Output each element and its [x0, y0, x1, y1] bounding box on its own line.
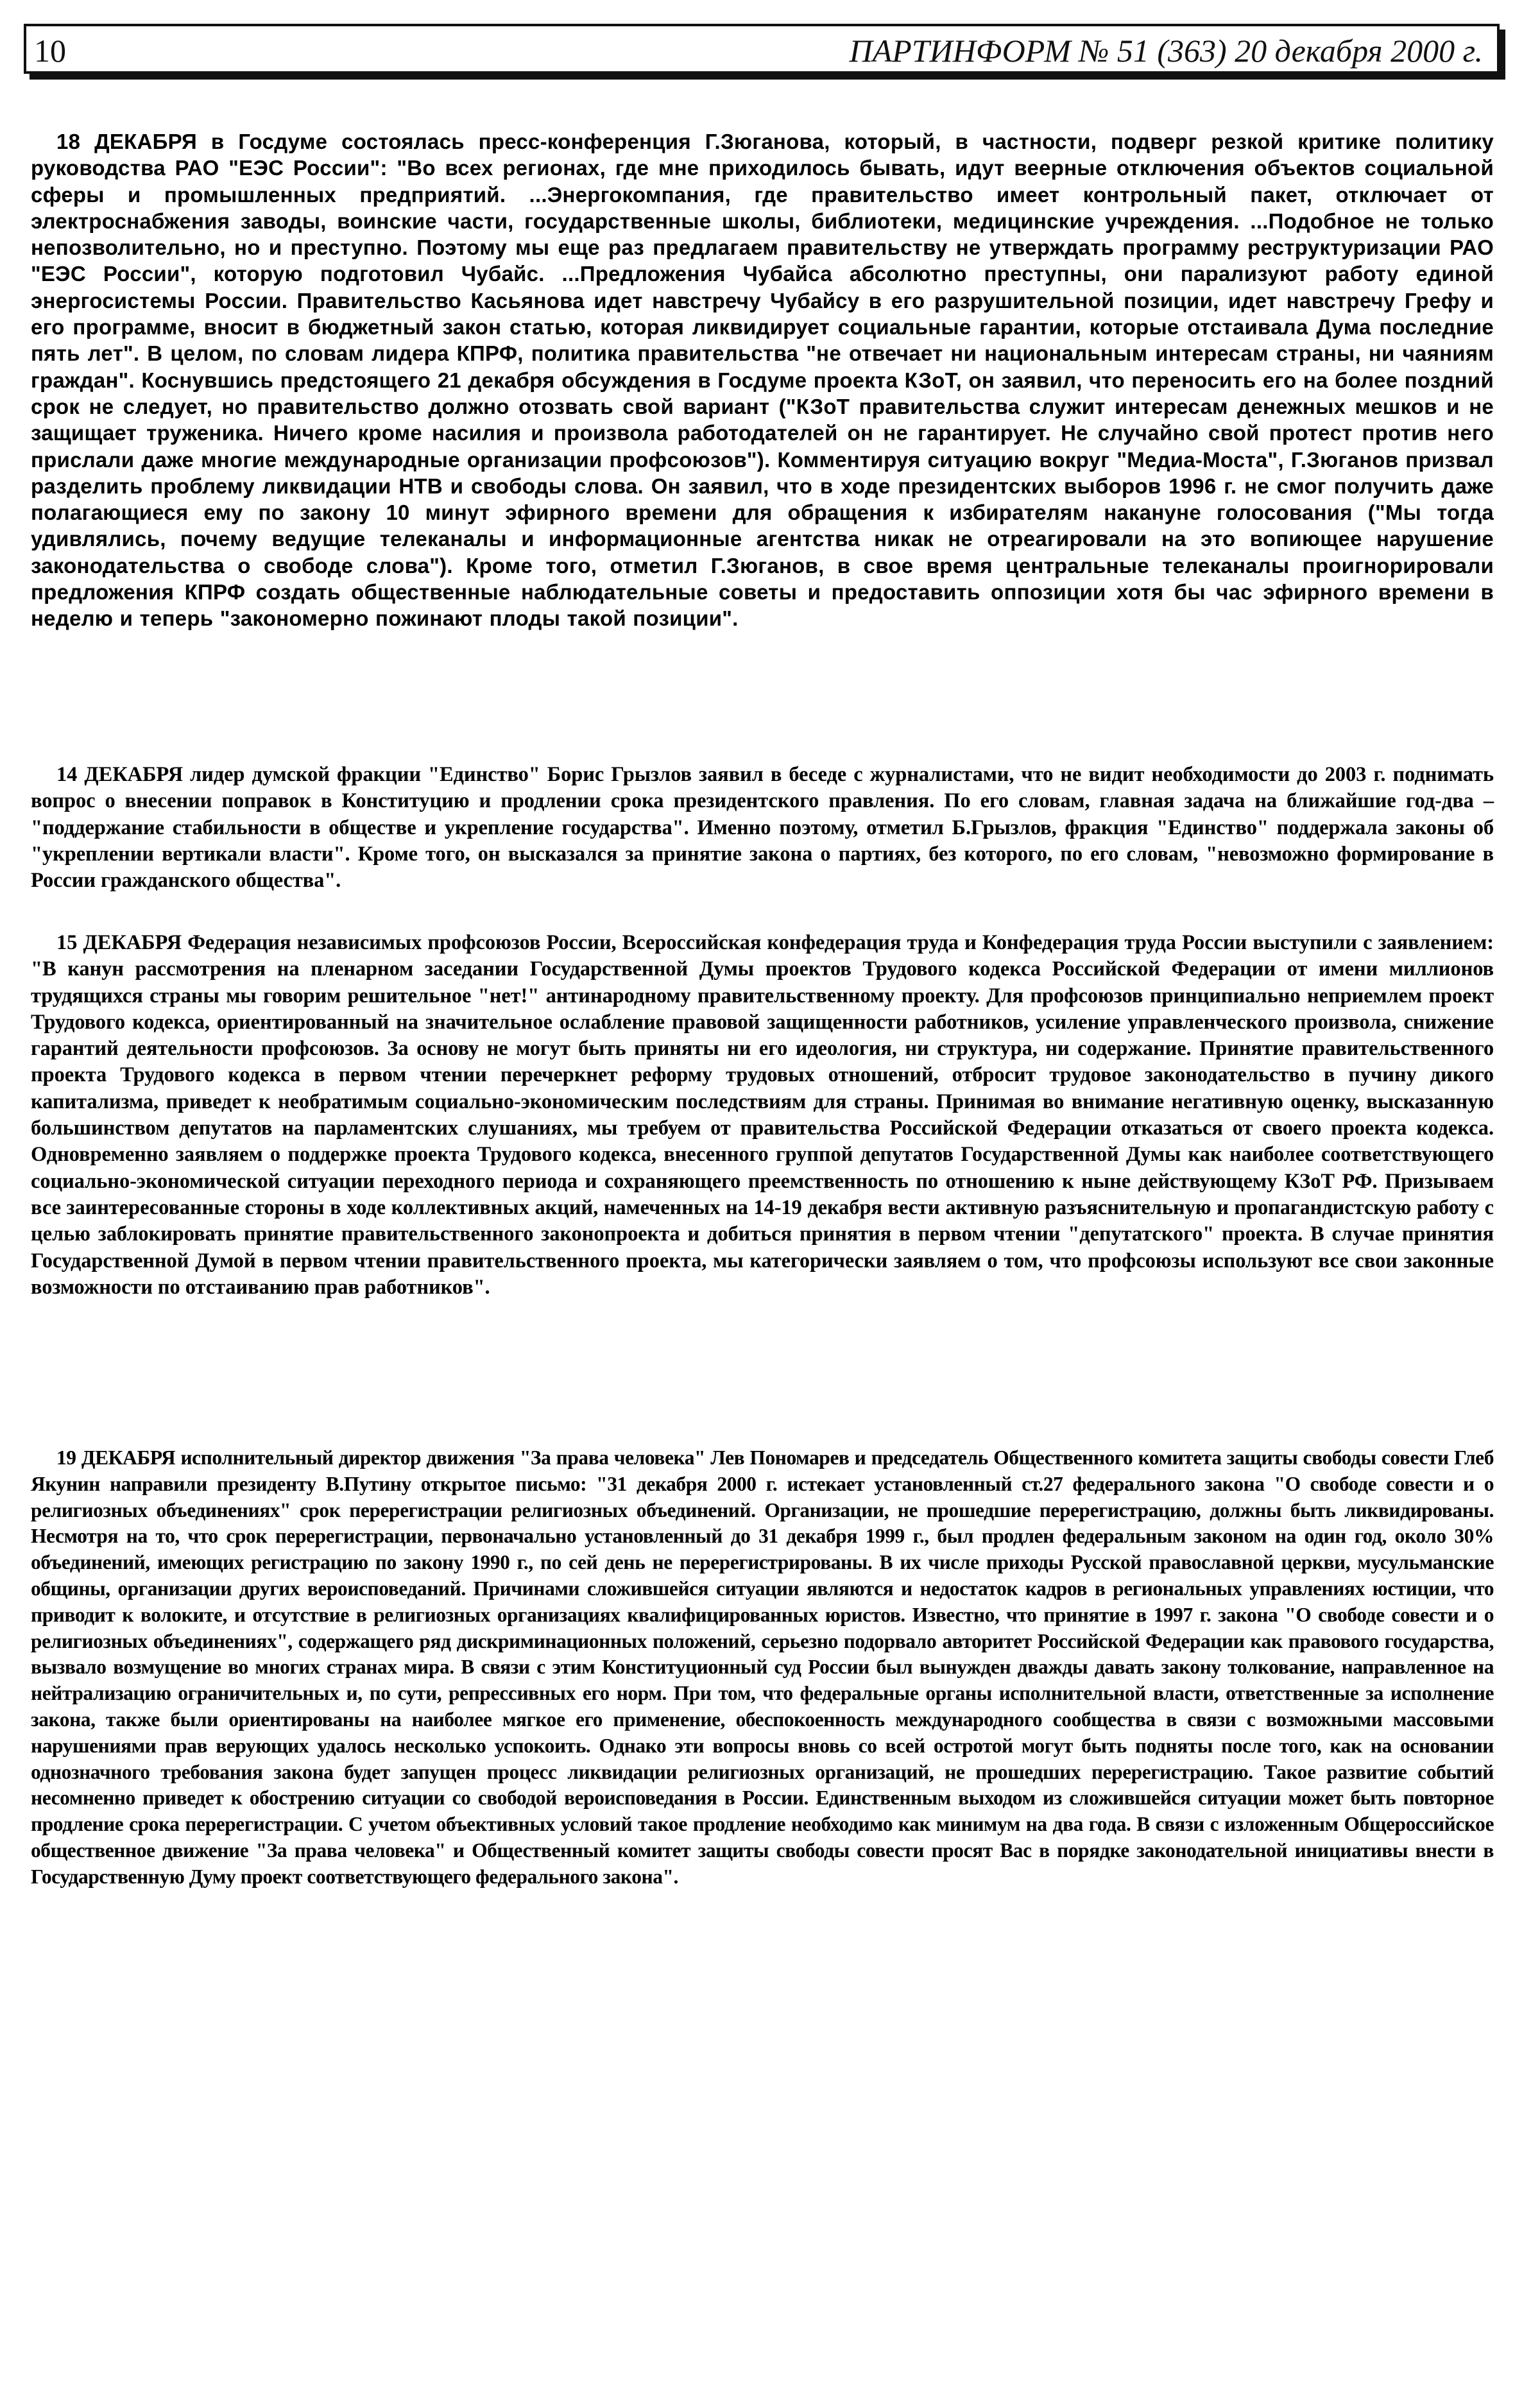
- article-dec-14-gryzlov: 14 ДЕКАБРЯ лидер думской фракции "Единство" Борис Грызлов заявил в беседе с журналистами, что не видит необходимости до 2003 г. поднимать вопрос о внесении поправок в Конституцию и продлении срока президентского правления. По его словам, главная задача на ближайшие год-два – "поддержание стабильности в обществе и укрепление государства". Именно поэтому, отметил Б.Грызлов, фракция "Единство" поддержала законы об "укреплении вертикали власти". Кроме того, он высказался за принятие закона о партиях, без которого, по его словам, "невозможно формирование в России гражданского общества".: [31, 763, 1494, 893]
- article-dec-18-zyuganov: 18 ДЕКАБРЯ в Госдуме состоялась пресс-конференция Г.Зюганова, который, в частности, подверг резкой критике политику руководства РАО "ЕЭС России": "Во всех регионах, где мне приходилось бывать, идут веерные отключения объектов социальной сферы и промышленных предприятий. ...Энергокомпания, где правительство имеет контрольный пакет, отключает от электроснабжения заводы, воинские части, государственные школы, библиотеки, медицинские учреждения. ...Подобное не только непозволительно, но и преступно. Поэтому мы еще раз предлагаем правительству не утверждать программу реструктуризации РАО "ЕЭС России", которую подготовил Чубайс. ...Предложения Чубайса абсолютно преступны, они парализуют работу единой энергосистемы России. Правительство Касьянова идет навстречу Чубайсу в его разрушительной позиции, идет навстречу Грефу и его программе, вносит в бюджетный закон статью, которая ликвидирует социальные гарантии, которые отстаивала Дума последние пять лет". В целом, по словам лидера КПРФ, политика правительства "не отвечает ни национальным интересам страны, ни чаяниям граждан". Коснувшись предстоящего 21 декабря обсуждения в Госдуме проекта КЗоТ, он заявил, что переносить его на более поздний срок не следует, но правительство должно отозвать свой вариант ("КЗоТ правительства служит интересам денежных мешков и не защищает труженика. Ничего кроме насилия и произвола работодателей он не гарантирует. Не случайно свой протест против него прислали даже многие международные организации профсоюзов"). Комментируя ситуацию вокруг "Медиа-Моста", Г.Зюганов призвал разделить проблему ликвидации НТВ и свободы слова. Он заявил, что в ходе президентских выборов 1996 г. не смог получить даже полагающиеся ему по закону 10 минут эфирного времени для обращения к избирателям накануне голосования ("Мы тогда удивлялись, почему ведущие телеканалы и информационные агентства никак не отреагировали на это вопиющее нарушение законодательства о свободе слова"). Кроме того, отметил Г.Зюганов, в свое время центральные телеканалы проигнорировали предложения КПРФ создать общественные наблюдательные советы и предоставить оппозиции хотя бы час эфирного времени в неделю и теперь "закономерно пожинают плоды такой позиции".: [31, 130, 1494, 631]
- page-number: 10: [34, 33, 66, 69]
- issue-title: ПАРТИНФОРМ № 51 (363) 20 декабря 2000 г.: [849, 33, 1483, 69]
- page-header: [24, 24, 1500, 74]
- article-dec-19-open-letter: 19 ДЕКАБРЯ исполнительный директор движения "За права человека" Лев Пономарев и председатель Общественного комитета защиты свободы совести Глеб Якунин направили президенту В.Путину открытое письмо: "31 декабря 2000 г. истекает установленный ст.27 федерального закона "О свободе совести и о религиозных объединениях" срок перерегистрации религиозных объединений. Организации, не прошедшие перерегистрацию, должны быть ликвидированы. Несмотря на то, что срок перерегистрации, первоначально установленный до 31 декабря 1999 г., был продлен федеральным законом на один год, около 30% объединений, имеющих регистрацию по закону 1990 г., по сей день не перерегистрированы. В их числе приходы Русской православной церкви, мусульманские общины, организации других вероисповеданий. Причинами сложившейся ситуации являются и недостаток кадров в региональных управлениях юстиции, что приводит к волоките, и отсутствие в религиозных организациях квалифицированных юристов. Известно, что принятие в 1997 г. закона "О свободе совести и о религиозных объединениях", содержащего ряд дискриминационных положений, серьезно подорвало авторитет Российской Федерации как правового государства, вызвало возмущение во многих странах мира. В связи с этим Конституционный суд России был вынужден дважды давать закону толкование, направленное на нейтрализацию ограничительных и, по сути, репрессивных его норм. При том, что федеральные органы исполнительной власти, ответственные за исполнение закона, также были ориентированы на наиболее мягкое его применение, обеспокоенность международного сообщества в связи с возможными массовыми нарушениями прав верующих удалось несколько успокоить. Однако эти вопросы вновь со всей остротой могут быть подняты после того, как на основании однозначного требования закона будет запущен процесс ликвидации религиозных организаций, не прошедших перерегистрацию. Такое развитие событий несомненно приведет к обострению ситуации со свободой вероисповедания в России. Единственным выходом из сложившейся ситуации может быть повторное продление срока перерегистрации. С учетом объективных условий такое продление необходимо как минимум на два года. В связи с изложенным Общероссийское общественное движение "За права человека" и Общественный комитет защиты свободы совести просят Вас в порядке законодательной инициативы внести в Государственную Думу проект соответствующего федерального закона".: [31, 1446, 1494, 1888]
- article-dec-15-trade-unions: 15 ДЕКАБРЯ Федерация независимых профсоюзов России, Всероссийская конфедерация труда и Конфедерация труда России выступили с заявлением: "В канун рассмотрения на пленарном заседании Государственной Думы проектов Трудового кодекса Российской Федерации от имени миллионов трудящихся страны мы говорим решительное "нет!" антинародному правительственному проекту. Для профсоюзов принципиально неприемлем проект Трудового кодекса, ориентированный на значительное ослабление правовой защищенности работников, усиление управленческого произвола, снижение гарантий деятельности профсоюзов. За основу не могут быть приняты ни его идеология, ни структура, ни содержание. Принятие правительственного проекта Трудового кодекса в первом чтении перечеркнет реформу трудовых отношений, отбросит трудовое законодательство в пучину дикого капитализма, приведет к необратимым социально-экономическим последствиям для страны. Принимая во внимание негативную оценку, высказанную большинством депутатов на парламентских слушаниях, мы требуем от правительства Российской Федерации отказаться от своего проекта кодекса. Одновременно заявляем о поддержке проекта Трудового кодекса, внесенного группой депутатов Государственной Думы как наиболее соответствующего социально-экономической ситуации переходного периода и сохраняющего преемственность по отношению к ныне действующему КЗоТ РФ. Призываем все заинтересованные стороны в ходе коллективных акций, намеченных на 14-19 декабря вести активную разъяснительную и пропагандистскую работу с целью заблокировать принятие правительственного законопроекта и добиться принятия в первом чтении "депутатского" проекта. В случае принятия Государственной Думой в первом чтении правительственного проекта, мы категорически заявляем о том, что профсоюзы используют все свои законные возможности по отстаиванию прав работников".: [31, 931, 1494, 1299]
